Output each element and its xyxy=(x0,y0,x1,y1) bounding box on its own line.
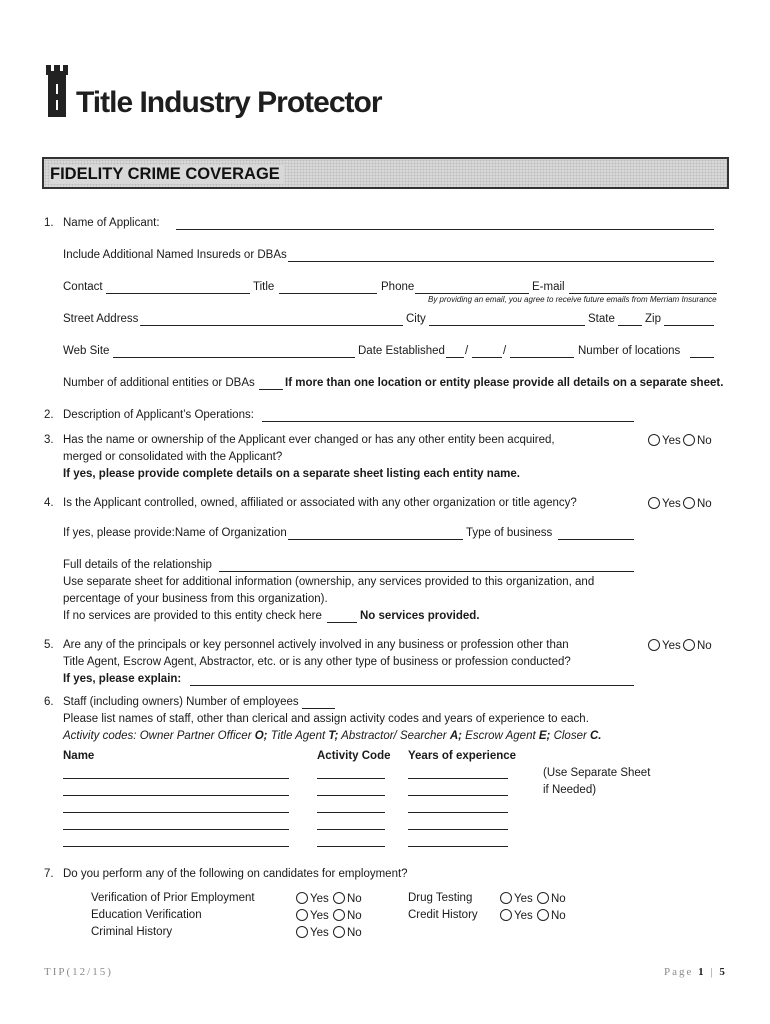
website-label: Web Site xyxy=(63,345,110,357)
section-title: FIDELITY CRIME COVERAGE xyxy=(50,165,284,184)
q4-yes-option[interactable]: Yes xyxy=(648,497,681,510)
tower-logo-icon xyxy=(44,62,72,118)
staff-name-field[interactable] xyxy=(63,778,289,779)
applicant-name-label: Name of Applicant: xyxy=(63,217,160,229)
staff-code-field[interactable] xyxy=(317,795,385,796)
q1-number: 1. xyxy=(44,217,54,229)
organization-label: If yes, please provide:Name of Organization xyxy=(63,527,287,539)
staff-years-field[interactable] xyxy=(408,795,508,796)
radio-icon[interactable] xyxy=(683,434,695,446)
q3-instruction: If yes, please provide complete details on a separate sheet listing each entity name. xyxy=(63,468,520,480)
staff-code-field[interactable] xyxy=(317,778,385,779)
no-option[interactable]: No xyxy=(537,892,566,905)
form-code: TIP(12/15) xyxy=(44,966,113,978)
title-field[interactable] xyxy=(279,293,377,294)
staff-name-field[interactable] xyxy=(63,795,289,796)
yes-option[interactable]: Yes xyxy=(296,926,329,939)
logo xyxy=(44,62,384,122)
staff-code-field[interactable] xyxy=(317,812,385,813)
contact-field[interactable] xyxy=(106,293,250,294)
yes-option[interactable]: Yes xyxy=(500,892,533,905)
locations-label: Number of locations xyxy=(578,345,681,357)
q6-instruction: Please list names of staff, other than clerical and assign activity codes and years of experience to each. xyxy=(63,713,589,725)
q3-yes-option[interactable]: Yes xyxy=(648,434,681,447)
logo-name: Title Industry Protector xyxy=(76,86,382,119)
no-services-text: No services provided. xyxy=(360,610,480,622)
col-header-name: Name xyxy=(63,750,95,762)
email-field[interactable] xyxy=(569,293,717,294)
radio-icon[interactable] xyxy=(296,892,308,904)
check-item-label: Verification of Prior Employment xyxy=(91,892,255,904)
state-label: State xyxy=(588,313,615,325)
activity-codes-legend: Activity codes: Owner Partner Officer O; Title Agent T; Abstractor/ Searcher A; Escrow Agent E; Closer C. xyxy=(63,730,602,742)
radio-icon[interactable] xyxy=(296,926,308,938)
phone-field[interactable] xyxy=(415,293,529,294)
entities-field[interactable] xyxy=(259,389,283,390)
col-header-activity-code: Activity Code xyxy=(317,750,391,762)
date-month-field[interactable] xyxy=(446,357,464,358)
q3-text: merged or consolidated with the Applicant? xyxy=(63,451,283,463)
q5-no-option[interactable]: No xyxy=(683,639,712,652)
q2-number: 2. xyxy=(44,409,54,421)
radio-icon[interactable] xyxy=(683,497,695,509)
q5-text: Title Agent, Escrow Agent, Abstractor, etc. or is any other type of business or profession conducted? xyxy=(63,656,571,668)
date-separator: / xyxy=(465,345,469,357)
staff-name-field[interactable] xyxy=(63,812,289,813)
operations-field[interactable] xyxy=(262,421,634,422)
zip-label: Zip xyxy=(645,313,661,325)
q5-yes-option[interactable]: Yes xyxy=(648,639,681,652)
separate-sheet-note: (Use Separate Sheet xyxy=(543,767,651,779)
q4-text: Is the Applicant controlled, owned, affiliated or associated with any other organization or title agency? xyxy=(63,497,577,509)
q3-number: 3. xyxy=(44,434,54,446)
state-field[interactable] xyxy=(618,325,642,326)
q5-explain-field[interactable] xyxy=(190,685,634,686)
date-separator: / xyxy=(503,345,507,357)
section-title-bar xyxy=(42,157,729,189)
radio-icon[interactable] xyxy=(333,892,345,904)
q4-note: Use separate sheet for additional information (ownership, any services provided to this organization, and xyxy=(63,576,595,588)
check-item-label: Drug Testing xyxy=(408,892,473,904)
phone-label: Phone xyxy=(381,281,415,293)
dba-field[interactable] xyxy=(288,261,714,262)
date-established-label: Date Established xyxy=(358,345,445,357)
email-consent-note: By providing an email, you agree to receive future emails from Merriam Insurance xyxy=(428,295,717,304)
contact-label: Contact xyxy=(63,281,103,293)
date-year-field[interactable] xyxy=(510,357,574,358)
yes-option[interactable]: Yes xyxy=(500,909,533,922)
q5-explain-label: If yes, please explain: xyxy=(63,673,182,685)
staff-years-field[interactable] xyxy=(408,812,508,813)
radio-icon[interactable] xyxy=(537,892,549,904)
no-services-check-field[interactable] xyxy=(327,622,357,623)
city-field[interactable] xyxy=(429,325,585,326)
q6-number: 6. xyxy=(44,696,54,708)
website-field[interactable] xyxy=(113,357,355,358)
employees-field[interactable] xyxy=(302,708,335,709)
q7-text: Do you perform any of the following on candidates for employment? xyxy=(63,868,408,880)
street-label: Street Address xyxy=(63,313,139,325)
radio-icon[interactable] xyxy=(648,639,660,651)
col-header-years: Years of experience xyxy=(408,750,517,762)
no-option[interactable]: No xyxy=(333,926,362,939)
page-number: Page 1 | 5 xyxy=(664,966,727,978)
radio-icon[interactable] xyxy=(537,909,549,921)
entities-note: If more than one location or entity please provide all details on a separate sheet. xyxy=(285,377,724,389)
email-label: E-mail xyxy=(532,281,565,293)
entities-label: Number of additional entities or DBAs xyxy=(63,377,255,389)
q5-text: Are any of the principals or key personnel actively involved in any business or profession other than xyxy=(63,639,569,651)
staff-name-field[interactable] xyxy=(63,846,289,847)
locations-field[interactable] xyxy=(690,357,714,358)
street-field[interactable] xyxy=(140,325,403,326)
business-type-field[interactable] xyxy=(558,539,634,540)
radio-icon[interactable] xyxy=(648,497,660,509)
employees-label: Staff (including owners) Number of employees xyxy=(63,696,299,708)
staff-years-field[interactable] xyxy=(408,829,508,830)
radio-icon[interactable] xyxy=(500,909,512,921)
q3-text: Has the name or ownership of the Applicant ever changed or has any other entity been acquired, xyxy=(63,434,555,446)
no-services-label: If no services are provided to this entity check here xyxy=(63,610,322,622)
q4-no-option[interactable]: No xyxy=(683,497,712,510)
radio-icon[interactable] xyxy=(683,639,695,651)
q5-number: 5. xyxy=(44,639,54,651)
check-item-label: Criminal History xyxy=(91,926,173,938)
radio-icon[interactable] xyxy=(648,434,660,446)
staff-name-field[interactable] xyxy=(63,829,289,830)
no-option[interactable]: No xyxy=(537,909,566,922)
check-item-label: Credit History xyxy=(408,909,478,921)
separate-sheet-note: if Needed) xyxy=(543,784,597,796)
dba-label: Include Additional Named Insureds or DBAs xyxy=(63,249,287,261)
radio-icon[interactable] xyxy=(296,909,308,921)
applicant-name-field[interactable] xyxy=(176,229,714,230)
q4-number: 4. xyxy=(44,497,54,509)
q3-no-option[interactable]: No xyxy=(683,434,712,447)
yes-option[interactable]: Yes xyxy=(296,909,329,922)
radio-icon[interactable] xyxy=(333,926,345,938)
q4-note: percentage of your business from this organization). xyxy=(63,593,328,605)
zip-field[interactable] xyxy=(664,325,714,326)
relationship-field[interactable] xyxy=(219,571,634,572)
check-item-label: Education Verification xyxy=(91,909,202,921)
business-type-label: Type of business xyxy=(466,527,553,539)
relationship-label: Full details of the relationship xyxy=(63,559,212,571)
staff-code-field[interactable] xyxy=(317,846,385,847)
title-label: Title xyxy=(253,281,275,293)
operations-label: Description of Applicant’s Operations: xyxy=(63,409,254,421)
organization-field[interactable] xyxy=(288,539,463,540)
radio-icon[interactable] xyxy=(333,909,345,921)
staff-code-field[interactable] xyxy=(317,829,385,830)
staff-years-field[interactable] xyxy=(408,778,508,779)
no-option[interactable]: No xyxy=(333,909,362,922)
q7-number: 7. xyxy=(44,868,54,880)
radio-icon[interactable] xyxy=(500,892,512,904)
staff-years-field[interactable] xyxy=(408,846,508,847)
yes-option[interactable]: Yes xyxy=(296,892,329,905)
no-option[interactable]: No xyxy=(333,892,362,905)
date-day-field[interactable] xyxy=(472,357,502,358)
city-label: City xyxy=(406,313,426,325)
